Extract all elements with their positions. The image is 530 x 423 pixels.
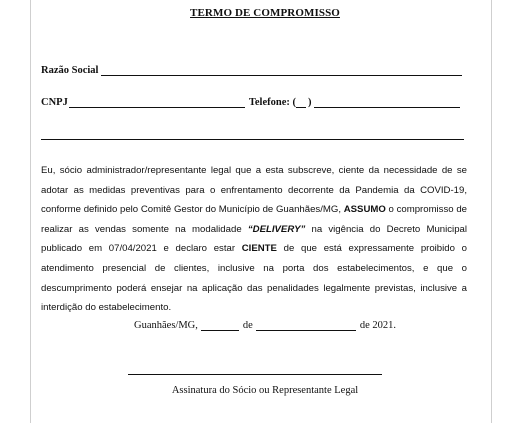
telefone-label: Telefone: ( — [248, 97, 296, 108]
telefone-blank — [314, 98, 460, 108]
razao-social-row — [41, 65, 462, 76]
document-title: TERMO DE COMPROMISSO — [190, 7, 340, 19]
telefone-ddd-blank — [296, 98, 306, 108]
signature-line — [128, 374, 382, 375]
ciente-emphasis: CIENTE — [241, 243, 277, 255]
date-line — [0, 320, 530, 331]
cnpj-blank — [69, 98, 245, 108]
razao-social-label: Razão Social — [41, 65, 99, 76]
commitment-paragraph — [41, 161, 467, 318]
paragraph-part-2: o compromisso de realizar as vendas somente na modalidade — [41, 204, 467, 235]
date-de: de — [242, 320, 253, 331]
date-day-blank — [201, 321, 239, 331]
paragraph-part-4: de que está expressamente proibido o atendimento presencial de clientes, inclusive na porta dos estabelecimentos, e que o descumprimento poderá ensejar na aplicação das penalidades legalmente previstas, inclusive a interdição do estabelecimento. — [41, 243, 467, 314]
paragraph-part-3: na vigência do Decreto Municipal publicado em 07/04/2021 e declaro estar — [41, 223, 467, 255]
date-month-blank — [256, 321, 356, 331]
cnpj-telefone-row — [41, 97, 460, 108]
cnpj-label: CNPJ — [41, 97, 68, 108]
date-year: de 2021. — [359, 320, 396, 331]
date-city: Guanhães/MG, — [134, 320, 198, 331]
extra-blank-line — [41, 139, 464, 140]
delivery-emphasis: “DELIVERY” — [247, 223, 306, 235]
assumo-emphasis: ASSUMO — [343, 204, 386, 216]
telefone-close-paren: ) — [308, 97, 312, 108]
razao-social-blank — [101, 66, 462, 76]
signature-label: Assinatura do Sócio ou Representante Legal — [171, 385, 359, 396]
paragraph-part-1: Eu, sócio administrador/representante legal que a esta subscreve, ciente da necessidade de se adotar as medidas preventivas para o enfrentamento decorrente da Pandemia da COVID-19, conforme definido pelo Comitê Gestor do Município de Guanhães/MG, — [41, 165, 467, 216]
